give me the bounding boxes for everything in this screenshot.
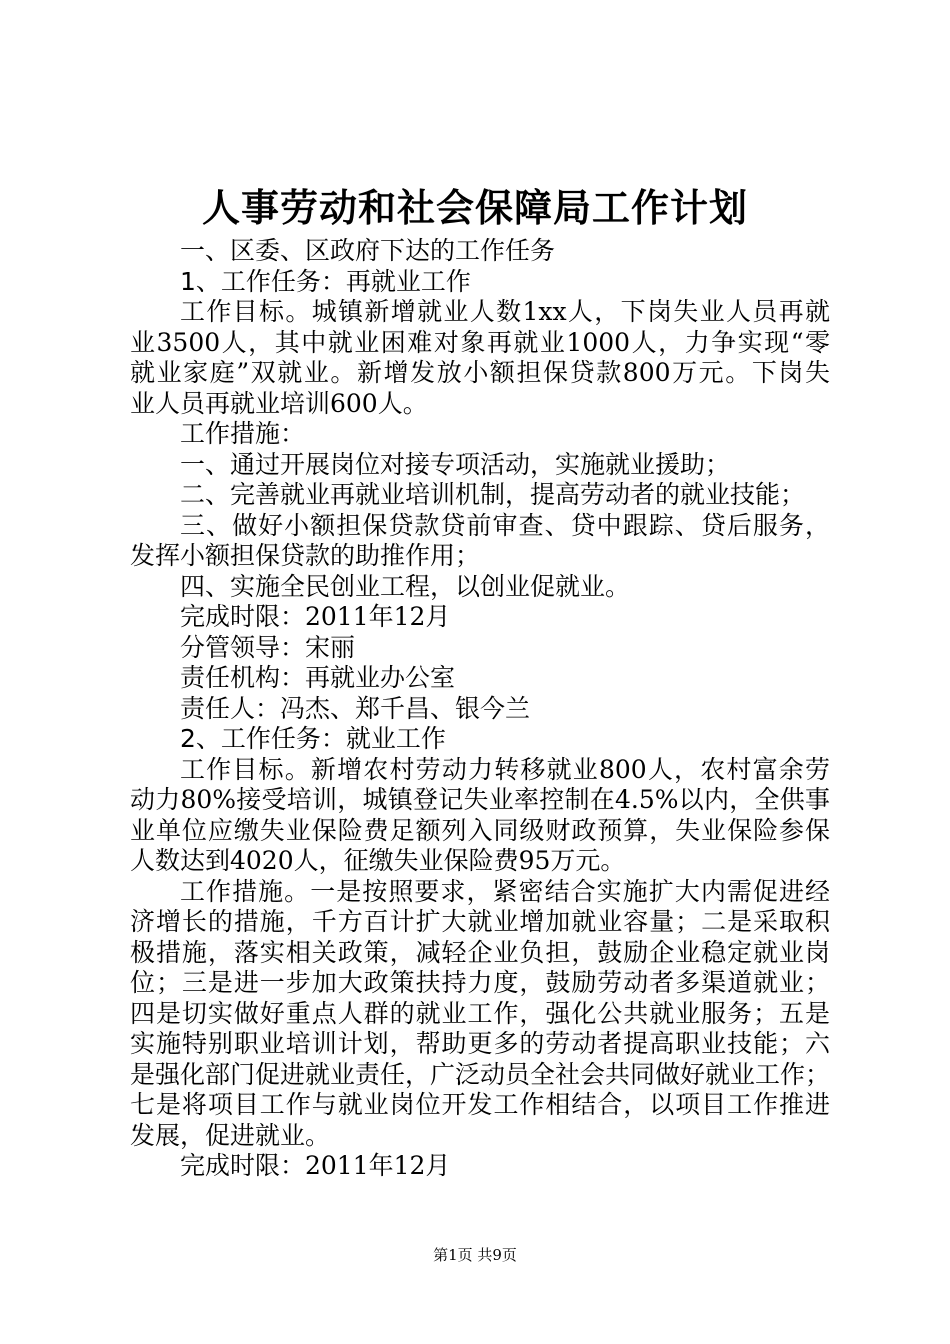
text-line: 就业家庭”双就业。新增发放小额担保贷款800万元。下岗失 bbox=[130, 358, 830, 387]
text-line: 人数达到4020人，征缴失业保险费95万元。 bbox=[130, 846, 626, 875]
text-line: 工作目标。城镇新增就业人数1xx人，下岗失业人员再就 bbox=[180, 297, 830, 326]
text-line: 分管领导：宋丽 bbox=[180, 632, 356, 662]
text-line: 业人员再就业培训600人。 bbox=[130, 388, 428, 418]
text-line: 责任人：冯杰、郑千昌、银今兰 bbox=[180, 693, 531, 723]
text-line: 一、通过开展岗位对接专项活动，实施就业援助； bbox=[180, 449, 731, 479]
text-line: 位；三是进一步加大政策扶持力度，鼓励劳动者多渠道就业； bbox=[130, 968, 830, 997]
text-line: 实施特别职业培训计划，帮助更多的劳动者提高职业技能；六 bbox=[130, 1029, 830, 1058]
text-line: 完成时限：2011年12月 bbox=[180, 602, 451, 631]
document-body bbox=[130, 236, 830, 1182]
text-line: 动力80%接受培训，城镇登记失业率控制在4.5%以内，全供事 bbox=[130, 785, 830, 814]
text-line: 极措施，落实相关政策，减轻企业负担，鼓励企业稳定就业岗 bbox=[130, 937, 830, 967]
text-line: 1、工作任务：再就业工作 bbox=[180, 266, 471, 296]
text-line: 完成时限：2011年12月 bbox=[180, 1151, 451, 1180]
text-line: 一、区委、区政府下达的工作任务 bbox=[180, 236, 556, 265]
text-line: 三、做好小额担保贷款贷前审查、贷中跟踪、贷后服务， bbox=[180, 510, 830, 540]
text-line: 发挥小额担保贷款的助推作用； bbox=[130, 541, 481, 570]
text-line: 是强化部门促进就业责任，广泛动员全社会共同做好就业工作； bbox=[130, 1059, 831, 1089]
text-line: 发展，促进就业。 bbox=[130, 1120, 331, 1150]
document-title: 人事劳动和社会保障局工作计划 bbox=[201, 185, 748, 230]
text-line: 济增长的措施，千方百计扩大就业增加就业容量；二是采取积 bbox=[130, 907, 830, 936]
page-footer: 第1页 共9页 bbox=[433, 1246, 517, 1264]
text-line: 责任机构：再就业办公室 bbox=[180, 663, 456, 692]
text-line: 2、工作任务：就业工作 bbox=[180, 724, 446, 753]
text-line: 业单位应缴失业保险费足额列入同级财政预算，失业保险参保 bbox=[130, 815, 830, 845]
text-line: 七是将项目工作与就业岗位开发工作相结合，以项目工作推进 bbox=[130, 1090, 830, 1119]
text-line: 四是切实做好重点人群的就业工作，强化公共就业服务；五是 bbox=[130, 998, 830, 1028]
text-line: 二、完善就业再就业培训机制，提高劳动者的就业技能； bbox=[180, 480, 806, 509]
text-line: 业3500人，其中就业困难对象再就业1000人，力争实现“零 bbox=[130, 327, 830, 357]
text-line: 四、实施全民创业工程，以创业促就业。 bbox=[180, 571, 631, 601]
text-line: 工作目标。新增农村劳动力转移就业800人，农村富余劳 bbox=[180, 754, 830, 784]
text-line: 工作措施。一是按照要求，紧密结合实施扩大内需促进经 bbox=[180, 876, 830, 906]
text-line: 工作措施： bbox=[180, 419, 306, 448]
